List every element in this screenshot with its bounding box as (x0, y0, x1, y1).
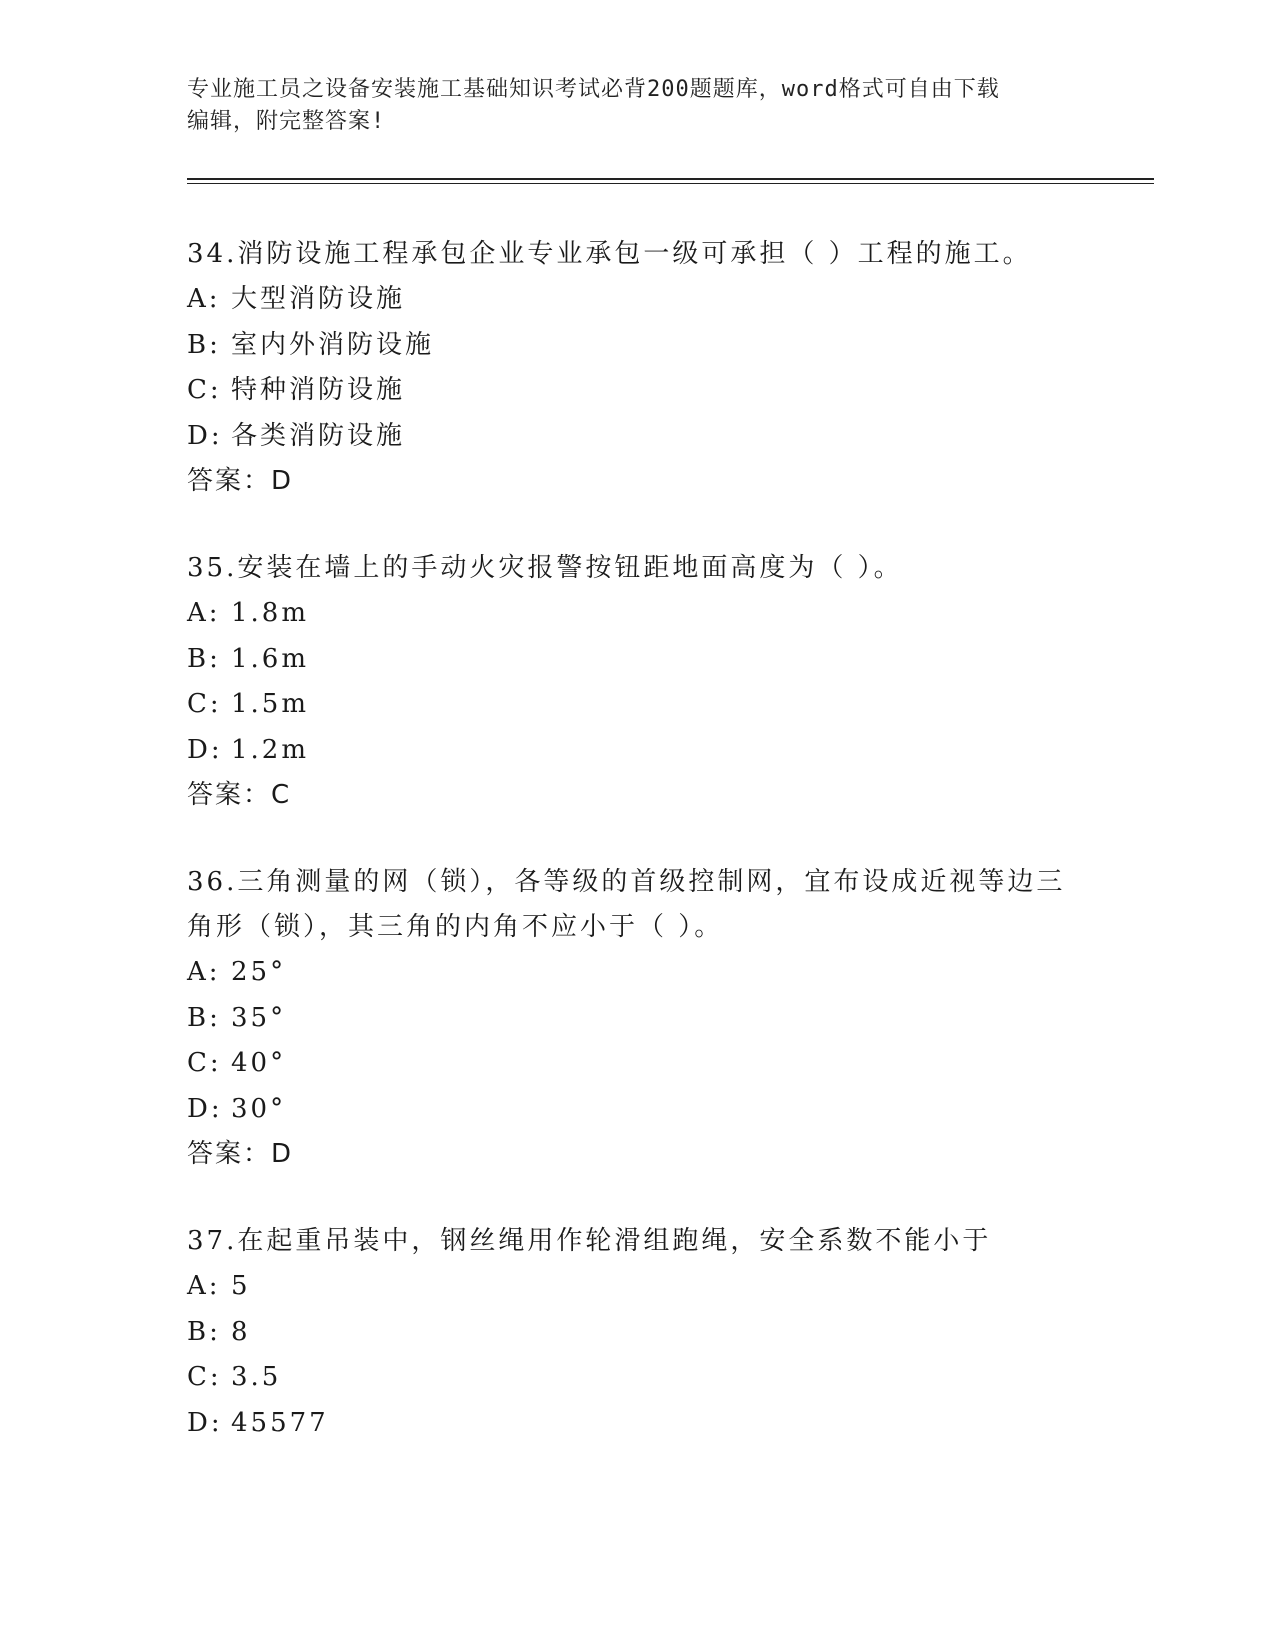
option-key: A: (187, 1271, 221, 1301)
option-key: D: (187, 1407, 223, 1438)
option-text: 25° (231, 957, 287, 987)
option-b (187, 637, 1087, 683)
option-key: D: (187, 1093, 223, 1124)
question-stem: 34.消防设施工程承包企业专业承包一级可承担（ ）工程的施工。 (187, 239, 1032, 269)
option-d (187, 728, 1087, 774)
option-key: A: (187, 284, 221, 314)
header-line-1: 专业施工员之设备安装施工基础知识考试必背200题题库，word格式可自由下载 (187, 77, 1000, 102)
option-d (187, 1087, 1087, 1133)
option-d (187, 1401, 1087, 1447)
option-a (187, 1264, 1087, 1310)
question-35 (187, 546, 1087, 818)
option-key: B: (187, 329, 221, 360)
option-c (187, 368, 1087, 414)
question-36 (187, 860, 1087, 1177)
option-text: 45577 (231, 1407, 329, 1438)
option-key: C: (187, 1048, 222, 1078)
option-c (187, 1041, 1087, 1087)
answer: 答案：C (187, 780, 292, 810)
option-key: D: (187, 734, 223, 765)
option-text: 8 (231, 1316, 251, 1347)
option-c (187, 1355, 1087, 1401)
option-d (187, 414, 1087, 460)
question-stem: 36.三角测量的网（锁），各等级的首级控制网，宜布设成近视等边三角形（锁），其三角的内角不应小于（ ）。 (187, 867, 1066, 942)
option-key: B: (187, 643, 221, 674)
option-b (187, 996, 1087, 1042)
option-a (187, 950, 1087, 996)
option-key: D: (187, 420, 223, 451)
option-key: B: (187, 1002, 221, 1033)
question-37 (187, 1219, 1087, 1446)
option-text: 大型消防设施 (231, 284, 406, 314)
header-divider-thin (187, 183, 1154, 184)
option-text: 室内外消防设施 (231, 329, 435, 360)
answer: 答案：D (187, 1139, 294, 1169)
option-text: 特种消防设施 (231, 375, 406, 405)
option-key: A: (187, 957, 221, 987)
question-34 (187, 232, 1087, 504)
option-text: 1.5m (231, 689, 310, 719)
option-a (187, 591, 1087, 637)
option-key: C: (187, 1362, 222, 1392)
option-text: 1.2m (231, 734, 310, 765)
option-b (187, 323, 1087, 369)
option-text: 40° (231, 1048, 287, 1078)
answer: 答案：D (187, 466, 294, 496)
question-stem: 37.在起重吊装中，钢丝绳用作轮滑组跑绳，安全系数不能小于 (187, 1226, 992, 1256)
option-key: A: (187, 598, 221, 628)
question-stem: 35.安装在墙上的手动火灾报警按钮距地面高度为（ ）。 (187, 553, 903, 583)
option-text: 3.5 (231, 1362, 282, 1392)
header-divider-thick (187, 178, 1154, 180)
question-list (187, 232, 1087, 1488)
option-text: 1.6m (231, 643, 310, 674)
option-text: 各类消防设施 (231, 420, 406, 451)
option-a (187, 277, 1087, 323)
option-c (187, 682, 1087, 728)
header-line-2: 编辑，附完整答案! (187, 109, 386, 134)
option-key: C: (187, 375, 222, 405)
option-key: C: (187, 689, 222, 719)
document-header (187, 74, 1067, 138)
option-b (187, 1310, 1087, 1356)
option-key: B: (187, 1316, 221, 1347)
option-text: 35° (231, 1002, 287, 1033)
option-text: 5 (231, 1271, 251, 1301)
option-text: 1.8m (231, 598, 310, 628)
option-text: 30° (231, 1093, 287, 1124)
